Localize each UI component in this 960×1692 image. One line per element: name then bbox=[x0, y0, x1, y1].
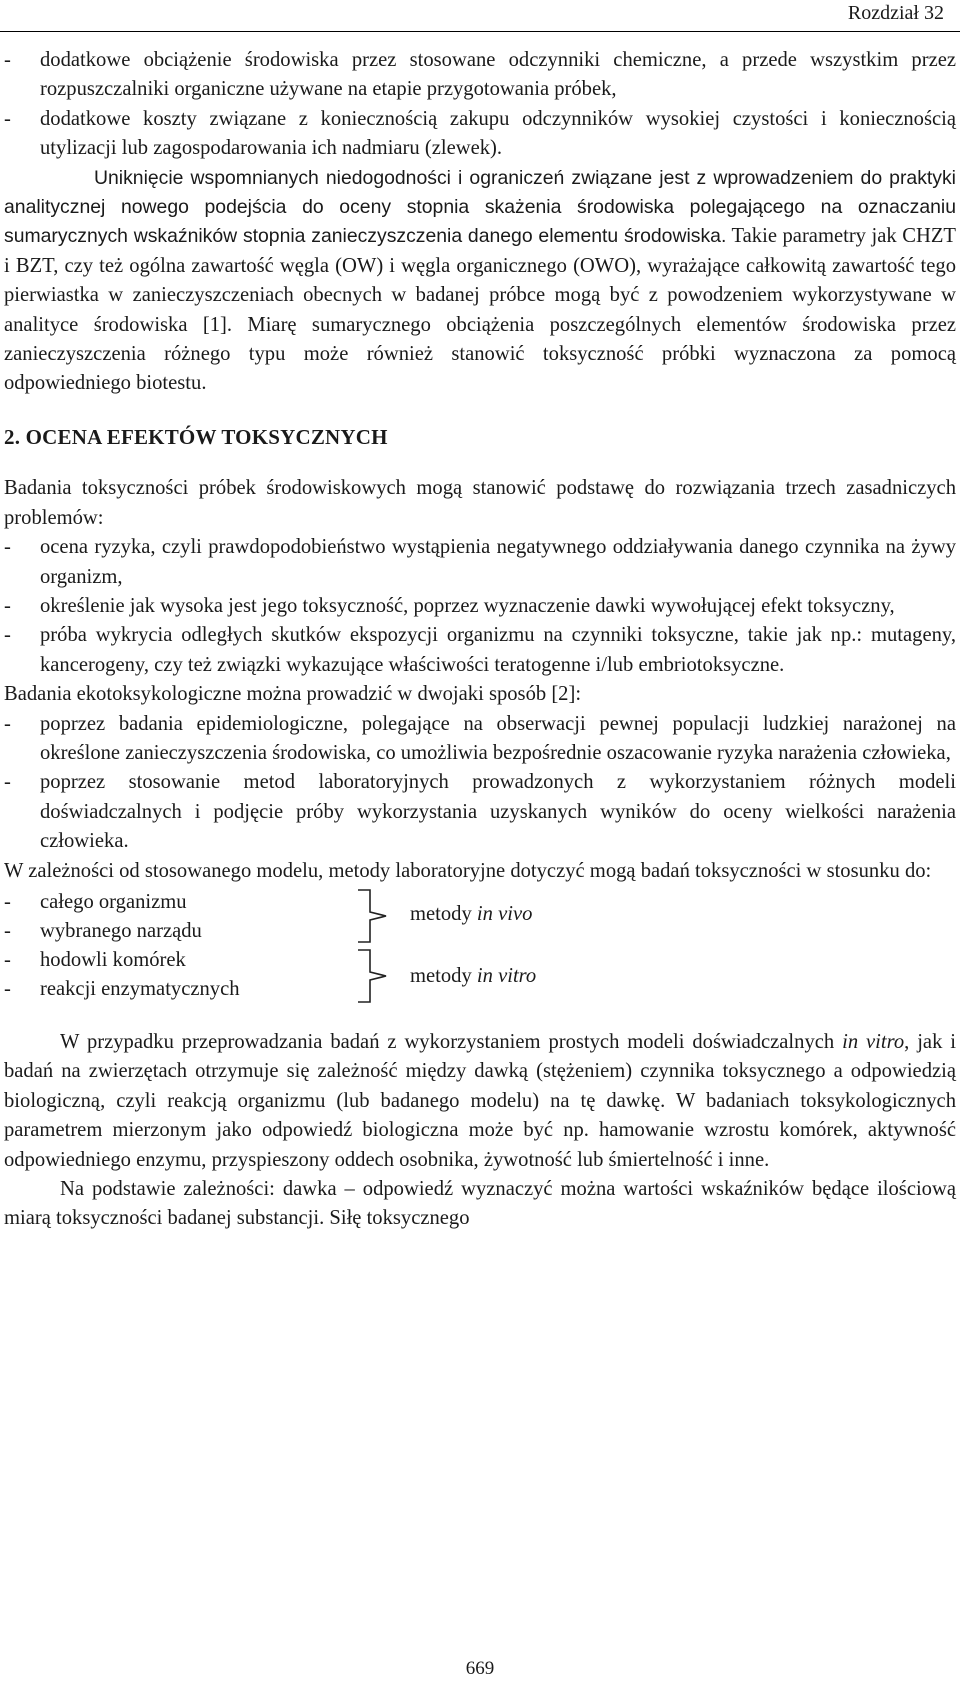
list-item-text: ocena ryzyka, czyli prawdopodobieństwo wystąpienia negatywnego oddziaływania danego czynnika na żywy organizm, bbox=[40, 536, 956, 588]
chapter-header: Rozdział 32 bbox=[847, 2, 944, 24]
list-item-text: dodatkowe obciążenie środowiska przez stosowane odczynniki chemiczne, a przede wszystkim przez rozpuszczalniki organiczne używane na etapie przygotowania próbek, bbox=[40, 49, 956, 101]
list-item: - dodatkowe koszty związane z koniecznością zakupu odczynników wysokiej czystości i koniecznością utylizacji lub zagospodarowania ich nadmiaru (zlewek). bbox=[4, 105, 956, 164]
brace-icon bbox=[356, 886, 396, 944]
list-item-text: poprzez stosowanie metod laboratoryjnych prowadzonych z wykorzystaniem różnych modeli doświadczalnych i podjęcie próby wykorzystania uzyskanych wyników do oceny wielkości narażenia człowieka. bbox=[40, 771, 956, 853]
list-item: - ocena ryzyka, czyli prawdopodobieństwo wystąpienia negatywnego oddziaływania danego czynnika na żywy organizm, bbox=[4, 533, 956, 592]
paragraph-serif-text: Takie parametry jak CHZT i BZT, czy też ogólna zawartość węgla (OW) i węgla organicznego (OWO), wyrażające całkowitą zawartość tego pierwiastka w zanieczyszczeniach obecnych w badanej próbce mogą być z powodzeniem wykorzystywane w analityce środowiska [1]. Miarę sumarycznego obciążenia poszczególnych elementów środowiska przez zanieczyszczenia różnego typu może również stanowić toksyczność próbki wyznaczona za pomocą odpowiedniego biotestu. bbox=[4, 225, 956, 395]
list-item-text: poprzez badania epidemiologiczne, polegające na obserwacji pewnej populacji ludzkiej narażonej na określone zanieczyszczenia środowiska, co umożliwia bezpośrednie oszacowanie ryzyka narażenia człowieka, bbox=[40, 712, 956, 764]
list-item: - dodatkowe obciążenie środowiska przez stosowane odczynniki chemiczne, a przede wszystkim przez rozpuszczalniki organiczne używane na etapie przygotowania próbek, bbox=[4, 46, 956, 105]
paragraph: Badania ekotoksykologiczne można prowadzić w dwojaki sposób [2]: bbox=[4, 683, 582, 706]
list-item-text: określenie jak wysoka jest jego toksyczność, poprzez wyznaczenie dawki wywołującej efekt toksyczny, bbox=[40, 594, 895, 617]
brace-icon bbox=[356, 946, 396, 1004]
list-item: - wybranego narządu bbox=[4, 917, 202, 946]
method-item-text: wybranego narządu bbox=[40, 919, 202, 942]
list-item: - poprzez badania epidemiologiczne, polegające na obserwacji pewnej populacji ludzkiej narażonej na określone zanieczyszczenia środowiska, co umożliwia bezpośrednie oszacowanie ryzyka narażenia człowieka, bbox=[4, 710, 956, 769]
method-group-label: metody in vivo bbox=[410, 902, 533, 925]
method-item-text: hodowli komórek bbox=[40, 948, 186, 971]
paragraph: Na podstawie zależności: dawka – odpowiedź wyznaczyć można wartości wskaźników będące ilościową miarą toksyczności badanej substancji. Siłę toksycznego bbox=[4, 1178, 956, 1230]
page-content bbox=[4, 46, 956, 1234]
list-item: - całego organizmu bbox=[4, 888, 187, 917]
method-item-text: całego organizmu bbox=[40, 890, 187, 913]
list-item: - określenie jak wysoka jest jego toksyczność, poprzez wyznaczenie dawki wywołującej efekt toksyczny, bbox=[4, 592, 956, 621]
list-item-text: próba wykrycia odległych skutków ekspozycji organizmu na czynniki toksyczne, takie jak np.: mutageny, kancerogeny, czy też związki wykazujące właściwości teratogenne i/lub embriotoksyczne. bbox=[40, 624, 956, 676]
list-item: - próba wykrycia odległych skutków ekspozycji organizmu na czynniki toksyczne, takie jak np.: mutageny, kancerogeny, czy też związki wykazujące właściwości teratogenne i/lub embriotoksyczne. bbox=[4, 621, 956, 680]
section-heading bbox=[4, 423, 956, 452]
list-item: - reakcji enzymatycznych bbox=[4, 975, 240, 1004]
paragraph: W przypadku przeprowadzania badań z wykorzystaniem prostych modeli doświadczalnych in vitro, jak i badań na zwierzętach otrzymuje się zależność między dawką (stężeniem) czynnika toksycznego a odpowiedzią biologiczną, czyli reakcją organizmu (lub badanego modelu) na tę dawkę. W badaniach toksykologicznych parametrem mierzonym jako odpowiedź biologiczna może być np. hamowanie wzrostu komórek, aktywność odpowiedniego enzymu, przyspieszony oddech osobnika, żywotność lub śmiertelność i inne. bbox=[4, 1030, 956, 1171]
header-rule bbox=[0, 31, 960, 32]
paragraph bbox=[4, 164, 956, 399]
method-group-label: metody in vitro bbox=[410, 964, 537, 987]
list-item-text: dodatkowe koszty związane z koniecznością zakupu odczynników wysokiej czystości i koniecznością utylizacji lub zagospodarowania ich nadmiaru (zlewek). bbox=[40, 107, 956, 160]
list-item: - poprzez stosowanie metod laboratoryjnych prowadzonych z wykorzystaniem różnych modeli doświadczalnych i podjęcie próby wykorzystania uzyskanych wyników do oceny wielkości narażenia człowieka. bbox=[4, 768, 956, 856]
paragraph: W zależności od stosowanego modelu, metody laboratoryjne dotyczyć mogą badań toksyczności w stosunku do: bbox=[4, 859, 932, 882]
section-number: 2. bbox=[4, 424, 21, 449]
methods-list bbox=[4, 886, 956, 1006]
page-number: 669 bbox=[465, 1658, 495, 1679]
paragraph-sans-text: Uniknięcie wspomnianych niedogodności i ograniczeń związane jest z wprowadzeniem do praktyki analitycznej nowego podejścia do oceny stopnia skażenia środowiska polegającego na oznaczaniu sumarycznych wskaźników stopnia zanieczyszczenia danego elementu środowiska. bbox=[4, 166, 956, 248]
list-item: - hodowli komórek bbox=[4, 946, 186, 975]
section-title: OCENA EFEKTÓW TOKSYCZNYCH bbox=[25, 424, 388, 449]
method-item-text: reakcji enzymatycznych bbox=[40, 977, 240, 1000]
paragraph: Badania toksyczności próbek środowiskowych mogą stanowić podstawę do rozwiązania trzech zasadniczych problemów: bbox=[4, 477, 956, 529]
